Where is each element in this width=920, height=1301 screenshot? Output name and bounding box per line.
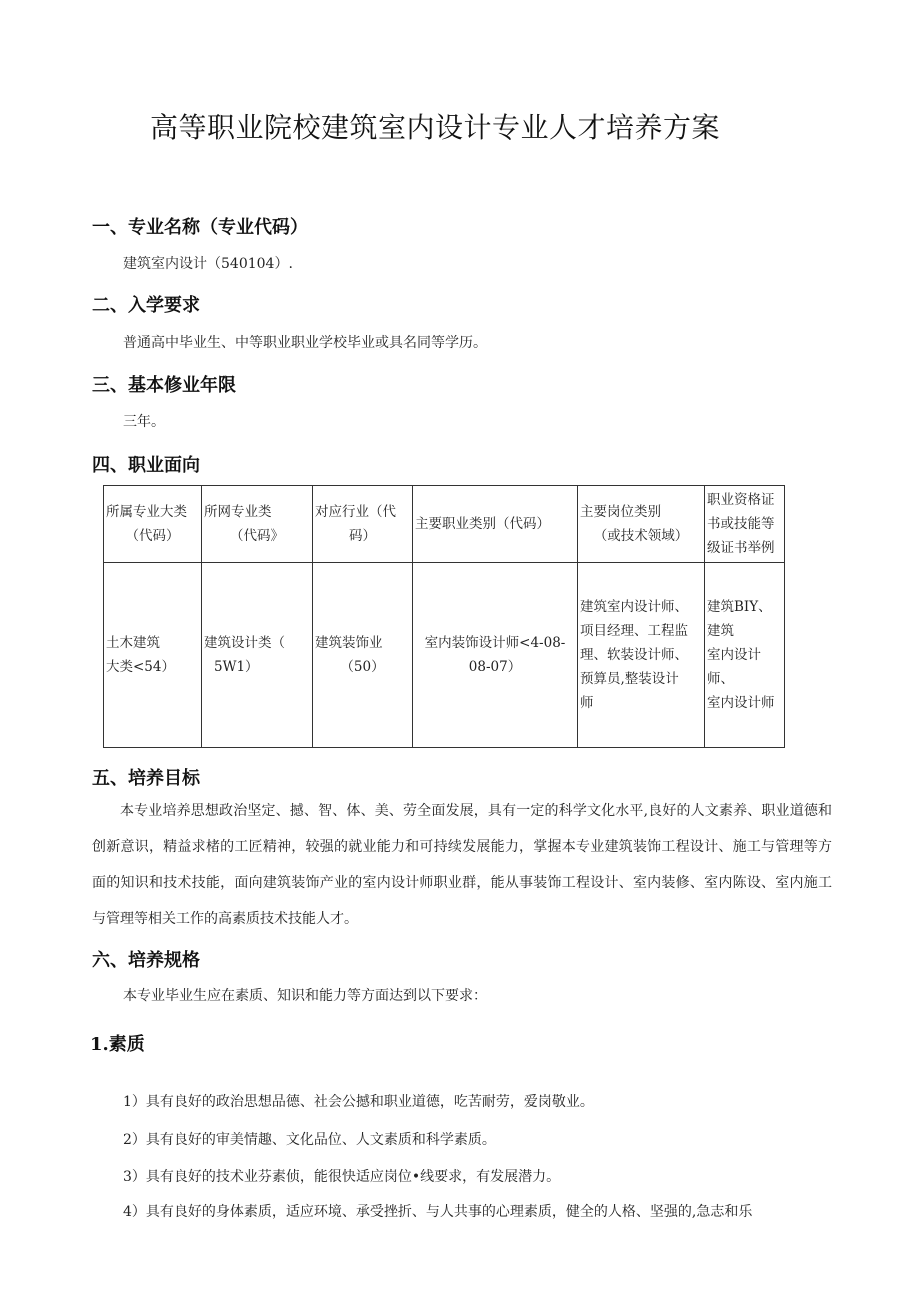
career-table xyxy=(103,485,785,748)
section-6-heading: 六、培养规格 xyxy=(92,950,200,971)
quality-heading: 1.素质 xyxy=(90,1034,145,1055)
section-6-text: 本专业毕业生应在素质、知识和能力等方面达到以下要求： xyxy=(123,988,487,1004)
section-3-heading: 三、基本修业年限 xyxy=(92,375,236,396)
cell-major-class: 建筑设计类（ 5W1） xyxy=(202,563,313,748)
cell-major-category: 土木建筑 大类<54） xyxy=(104,563,202,748)
section-3-text: 三年。 xyxy=(123,414,165,430)
cell-occupation: 室内装饰设计师<4-08- 08-07） xyxy=(413,563,578,748)
section-2-text: 普通高中毕业生、中等职业职业学校毕业或具名同等学历。 xyxy=(123,335,487,351)
quality-item: 1）具有良好的政治思想品德、社会公撼和职业道德，吃苦耐劳，爱岗敬业。 xyxy=(123,1094,594,1110)
section-5-heading: 五、培养目标 xyxy=(92,768,200,789)
section-4-heading: 四、职业面向 xyxy=(92,455,200,476)
career-table-row xyxy=(104,563,785,748)
cell-position: 建筑室内设计师、 项目经理、工程监 理、软装设计师、 预算员,整装设计 师 xyxy=(578,563,705,748)
header-cell-occupation: 主要职业类别（代码） xyxy=(413,486,578,563)
header-cell-certificate: 职业资格证 书或技能等 级证书举例 xyxy=(705,486,785,563)
quality-item: 3）具有良好的技术业芬素侦，能很快适应岗位•线要求，有发展潜力。 xyxy=(123,1169,561,1185)
header-cell-major-class: 所网专业类 （代码》 xyxy=(202,486,313,563)
cell-industry: 建筑装饰业 （50） xyxy=(313,563,413,748)
header-cell-position: 主要岗位类别 （或技术领域） xyxy=(578,486,705,563)
section-1-heading: 一、专业名称（专业代码） xyxy=(92,217,308,238)
career-table-header-row xyxy=(104,486,785,563)
document-title: 高等职业院校建筑室内设计专业人才培养方案 xyxy=(150,111,721,144)
header-cell-major-category: 所属专业大类 （代码） xyxy=(104,486,202,563)
section-1-text: 建筑室内设计（540104）. xyxy=(123,256,293,272)
quality-item: 2）具有良好的审美情趣、文化品位、人文素质和科学素质。 xyxy=(123,1132,496,1148)
cell-certificate: 建筑BIY、建筑 室内设计师、 室内设计师 xyxy=(705,563,785,748)
section-5-text: 本专业培养思想政治坚定、撼、智、体、美、劳全面发展，具有一定的科学文化水平,良好的人文素养、职业道德和创新意识，精益求楮的工匠精神，较强的就业能力和可持续发展能力，掌握本专业建筑装饰工程设计、施工与管理等方面的知识和技术技能，面向建筑装饰产业的室内设计师职业群，能从事装饰工程设计、室内装修、室内陈设、室内施工与管理等相关工作的高素质技术技能人才。 xyxy=(92,803,832,927)
quality-item: 4）具有良好的身体素质，适应环境、承受挫折、与人共事的心理素质，健全的人格、坚强的,急志和乐 xyxy=(123,1204,753,1220)
header-cell-industry: 对应行业（代 码） xyxy=(313,486,413,563)
section-2-heading: 二、入学要求 xyxy=(92,295,200,316)
